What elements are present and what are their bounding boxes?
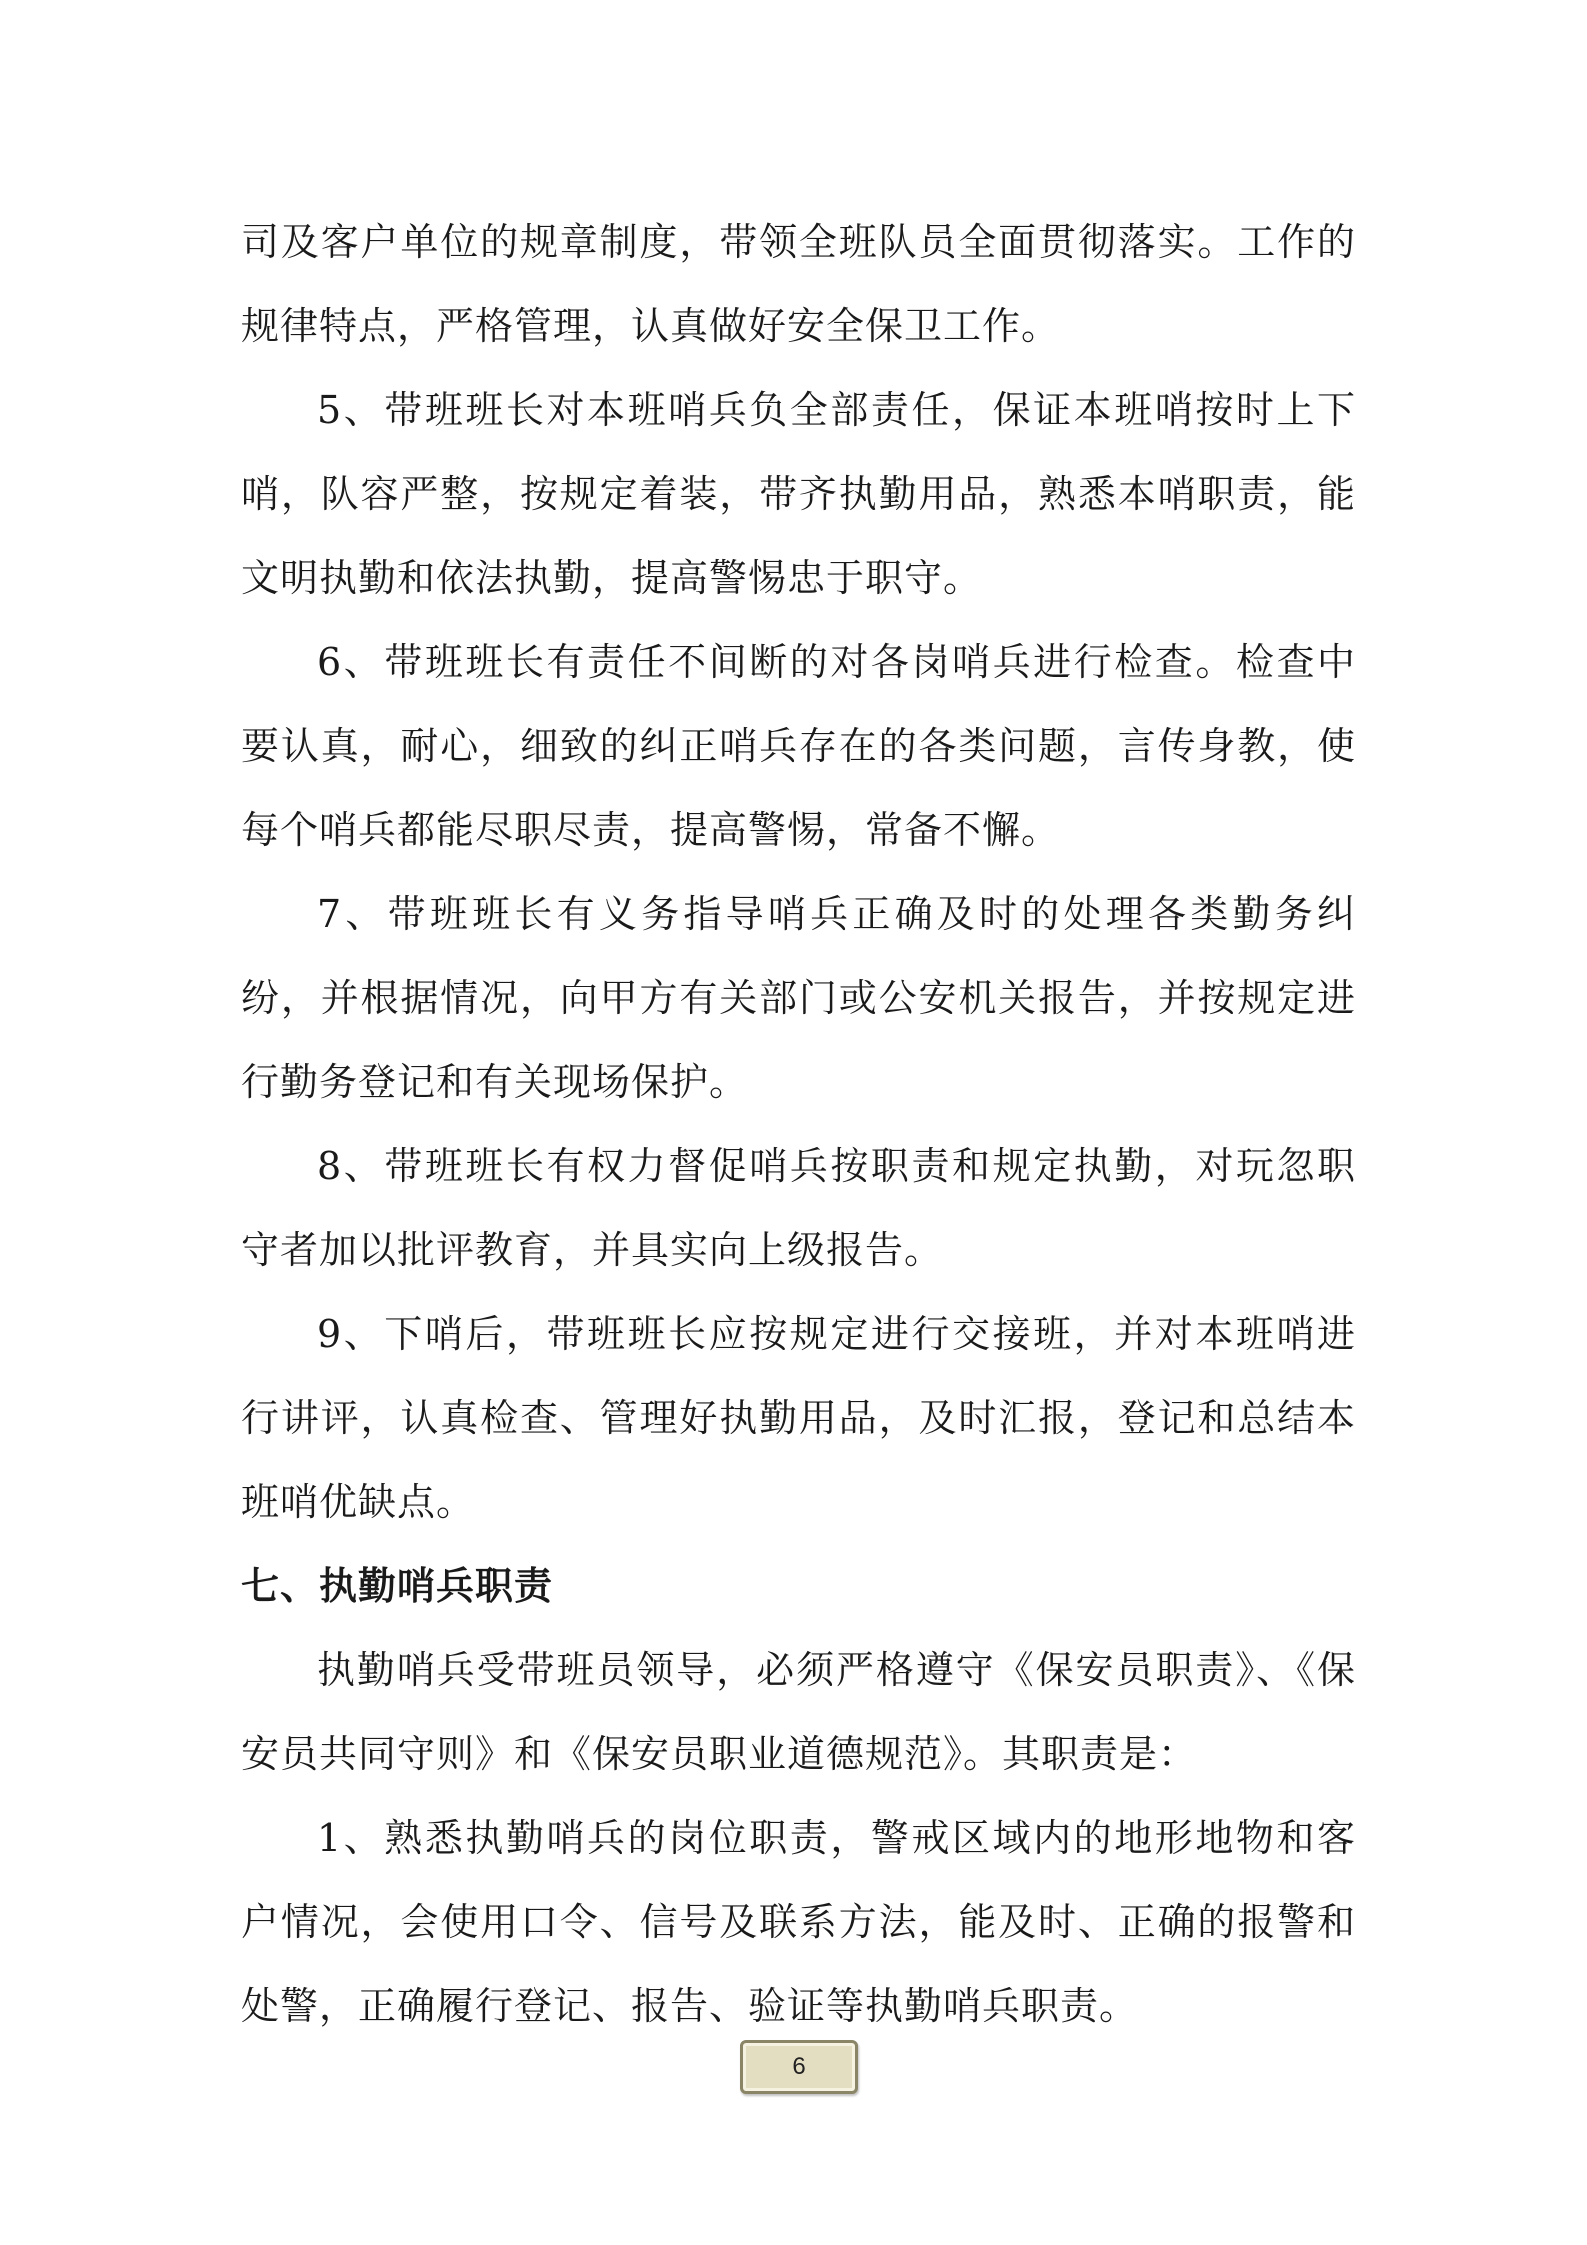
paragraph-item-9: 9、下哨后，带班班长应按规定进行交接班，并对本班哨进行讲评，认真检查、管理好执勤用品，及时汇报，登记和总结本班哨优缺点。 xyxy=(241,1312,1356,1524)
paragraph-section-intro: 执勤哨兵受带班员领导，必须严格遵守《保安员职责》、《保安员共同守则》和《保安员职业道德规范》。其职责是： xyxy=(241,1648,1356,1776)
page-number-badge xyxy=(740,2040,858,2094)
paragraph-item-8: 8、带班班长有权力督促哨兵按职责和规定执勤，对玩忽职守者加以批评教育，并具实向上级报告。 xyxy=(241,1144,1356,1272)
paragraph-item-5: 5、带班班长对本班哨兵负全部责任，保证本班哨按时上下哨，队容严整，按规定着装，带齐执勤用品，熟悉本哨职责，能文明执勤和依法执勤，提高警惕忠于职守。 xyxy=(241,388,1356,600)
section-heading: 七、执勤哨兵职责 xyxy=(241,1563,554,1608)
document-body xyxy=(241,200,1356,2048)
paragraph-item-6: 6、带班班长有责任不间断的对各岗哨兵进行检查。检查中要认真，耐心，细致的纠正哨兵存在的各类问题，言传身教，使每个哨兵都能尽职尽责，提高警惕，常备不懈。 xyxy=(241,640,1356,852)
paragraph-continuation: 司及客户单位的规章制度，带领全班队员全面贯彻落实。工作的规律特点，严格管理，认真做好安全保卫工作。 xyxy=(241,220,1356,348)
page-number: 6 xyxy=(792,2053,806,2080)
paragraph-item-1: 1、熟悉执勤哨兵的岗位职责，警戒区域内的地形地物和客户情况，会使用口令、信号及联系方法，能及时、正确的报警和处警，正确履行登记、报告、验证等执勤哨兵职责。 xyxy=(241,1816,1356,2028)
paragraph-item-7: 7、带班班长有义务指导哨兵正确及时的处理各类勤务纠纷，并根据情况，向甲方有关部门或公安机关报告，并按规定进行勤务登记和有关现场保护。 xyxy=(241,892,1356,1104)
